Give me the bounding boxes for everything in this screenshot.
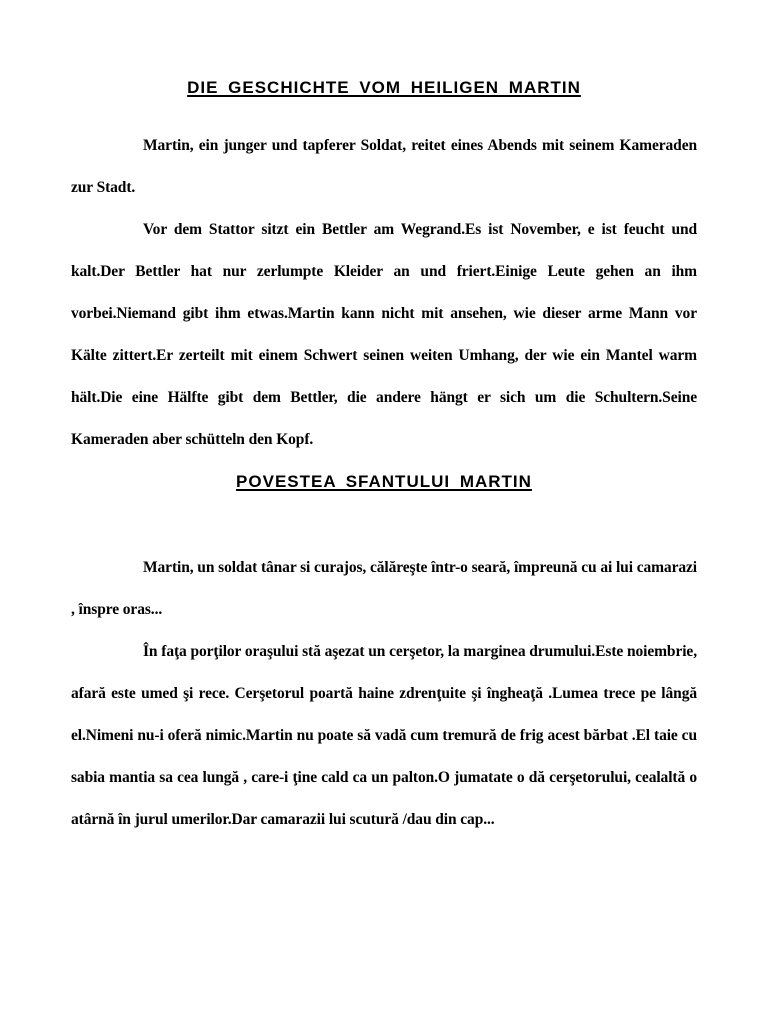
german-title: DIE GESCHICHTE VOM HEILIGEN MARTIN xyxy=(187,78,581,97)
romanian-story xyxy=(71,547,697,841)
romanian-title: POVESTEA SFANTULUI MARTIN xyxy=(236,472,532,491)
german-story xyxy=(71,125,697,461)
german-paragraph-1: Martin, ein junger und tapferer Soldat, reitet eines Abends mit seinem Kameraden zur Stadt. xyxy=(71,137,697,196)
romanian-paragraph-1: Martin, un soldat tânar si curajos, călăreşte într-o seară, împreună cu ai lui camarazi , înspre oras... xyxy=(71,559,697,618)
romanian-paragraph-2: În faţa porţilor oraşului stă aşezat un cerşetor, la marginea drumului.Este noiembrie, afară este umed şi rece. Cerşetorul poartă haine zdrenţuite şi îngheaţă .Lumea trece pe lângă el.Nimeni nu-i oferă nimic.Martin nu poate să vadă cum tremură de frig acest bărbat .El taie cu sabia mantia sa cea lungă , care-i ţine cald ca un palton.O jumatate o dă cerşetorului, cealaltă o atârnă în jurul umerilor.Dar camarazii lui scutură /dau din cap... xyxy=(71,643,697,828)
german-paragraph-2: Vor dem Stattor sitzt ein Bettler am Wegrand.Es ist November, e ist feucht und kalt.Der Bettler hat nur zerlumpte Kleider an und friert.Einige Leute gehen an ihm vorbei.Niemand gibt ihm etwas.Martin kann nicht mit ansehen, wie dieser arme Mann vor Kälte zittert.Er zerteilt mit einem Schwert seinen weiten Umhang, der wie ein Mantel warm hält.Die eine Hälfte gibt dem Bettler, die andere hängt er sich um die Schultern.Seine Kameraden aber schütteln den Kopf. xyxy=(71,221,697,448)
